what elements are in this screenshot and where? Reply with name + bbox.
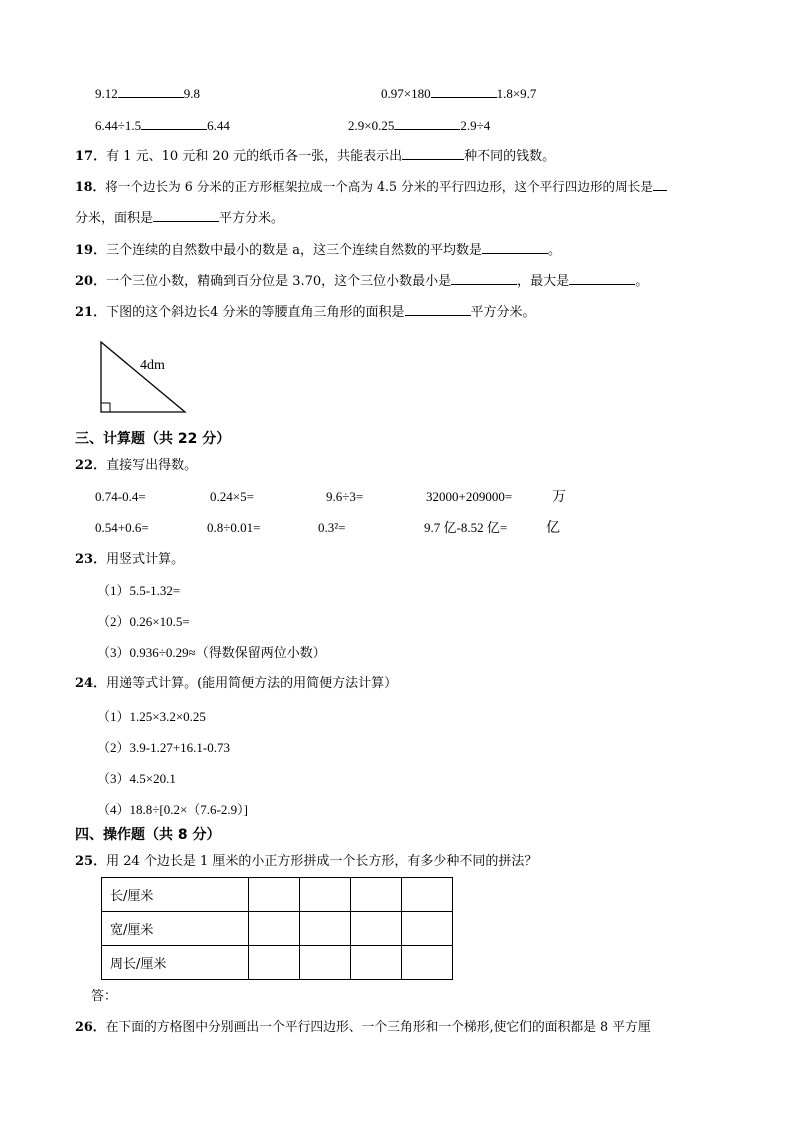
answer-blank[interactable]: [394, 117, 460, 130]
sub-item: （1）1.25×3.2×0.25: [97, 709, 206, 724]
triangle-shape: [101, 342, 185, 412]
question-17: [75, 147, 555, 163]
row-label: 周长/厘米: [102, 946, 249, 980]
sub-item: （3）0.936÷0.29≈（得数保留两位小数）: [97, 645, 326, 660]
question-text: 平方分米。: [470, 305, 536, 320]
table-cell[interactable]: [402, 912, 453, 946]
compare-left-value: 0.97×180: [381, 86, 431, 101]
question-text: 种不同的钱数。: [464, 149, 556, 164]
answer-table: [101, 877, 453, 980]
question-number: 21．: [75, 305, 107, 320]
question-text: 分米，面积是: [75, 211, 154, 226]
question-number: 18．: [75, 179, 106, 194]
row-label: 长/厘米: [102, 878, 249, 912]
table-cell[interactable]: [351, 912, 402, 946]
question-22: [75, 459, 197, 472]
question-number: 23．: [75, 552, 107, 567]
calc-item: 9.6÷3=: [326, 489, 364, 504]
question-text: 。: [547, 243, 561, 258]
compare-row1-right: [381, 85, 536, 100]
question-25: [75, 855, 537, 868]
sub-item: （2）3.9-1.27+16.1-0.73: [97, 740, 230, 755]
answer-blank[interactable]: [118, 85, 184, 98]
question-text: 。: [635, 274, 649, 289]
sub-item: （2）0.26×10.5=: [97, 614, 190, 629]
table-cell[interactable]: [402, 946, 453, 980]
question-text: 在下面的方格图中分别画出一个平行四边形、一个三角形和一个梯形,使它们的面积都是 8 平方厘: [105, 1020, 651, 1035]
table-cell[interactable]: [300, 912, 351, 946]
compare-left-value: 9.12: [95, 86, 118, 101]
question-text: 将一个边长为 6 分米的正方形框架拉成一个高为 4.5 分米的平行四边形，这个平行四边形的周长是: [105, 179, 653, 194]
compare-row2-left: [95, 117, 230, 132]
table-cell[interactable]: [249, 946, 300, 980]
row-label: 宽/厘米: [102, 912, 249, 946]
question-number: 17．: [75, 149, 107, 164]
question-number: 19．: [75, 243, 107, 258]
answer-blank[interactable]: [402, 147, 464, 160]
answer-blank[interactable]: [451, 272, 517, 285]
question-19: [75, 241, 561, 257]
question-text: 平方分米。: [219, 211, 285, 226]
question-26: [75, 1022, 651, 1035]
compare-right-value: 2.9÷4: [460, 118, 491, 133]
compare-row1-left: [95, 85, 200, 100]
section-3-title: 三、计算题（共 22 分）: [75, 431, 231, 447]
calc-item: 9.7 亿-8.52 亿=: [424, 520, 508, 535]
compare-left-value: 2.9×0.25: [348, 118, 395, 133]
unit-label: 万: [552, 489, 566, 505]
question-number: 20．: [75, 274, 107, 289]
right-triangle-figure: [96, 338, 192, 418]
sub-item: （1）5.5-1.32=: [97, 583, 181, 598]
question-number: 22．: [75, 458, 107, 473]
calc-item: 32000+209000=: [426, 489, 513, 504]
table-cell[interactable]: [402, 878, 453, 912]
sub-item: （3）4.5×20.1: [97, 771, 176, 786]
unit-label: 亿: [546, 520, 560, 536]
table-row: [102, 946, 453, 980]
question-text: ，最大是: [517, 274, 570, 289]
question-text: 直接写出得数。: [106, 458, 198, 473]
answer-blank[interactable]: [431, 85, 497, 98]
section-4-title: 四、操作题（共 8 分）: [75, 827, 221, 843]
question-18-line2: [75, 209, 284, 225]
question-number: 26．: [75, 1020, 106, 1035]
question-text: 有 1 元、10 元和 20 元的纸币各一张，共能表示出: [106, 149, 403, 164]
compare-right-value: 9.8: [183, 86, 200, 101]
question-text: 三个连续的自然数中最小的数是 a，这三个连续自然数的平均数是: [106, 243, 482, 258]
sub-item: （4）18.8÷[0.2×（7.6-2.9）]: [97, 802, 248, 817]
table-row: [102, 878, 453, 912]
calc-item: 0.24×5=: [210, 489, 254, 504]
answer-blank[interactable]: [569, 272, 635, 285]
right-angle-mark: [101, 403, 110, 412]
question-text: 用 24 个边长是 1 厘米的小正方形拼成一个长方形，有多少种不同的拼法？: [106, 854, 538, 869]
question-text: 下图的这个斜边长4 分米的等腰直角三角形的面积是: [106, 305, 405, 320]
question-number: 25．: [75, 854, 107, 869]
table-cell[interactable]: [249, 878, 300, 912]
question-24: [75, 677, 397, 690]
table-cell[interactable]: [249, 912, 300, 946]
compare-right-value: 1.8×9.7: [496, 86, 537, 101]
question-text: 一个三位小数，精确到百分位是 3.70，这个三位小数最小是: [106, 274, 452, 289]
question-20: [75, 272, 648, 288]
answer-blank[interactable]: [482, 241, 548, 254]
calc-item: 0.74-0.4=: [95, 489, 146, 504]
compare-row2-right: [348, 117, 490, 132]
table-cell[interactable]: [351, 878, 402, 912]
answer-label: 答：: [91, 989, 118, 1004]
answer-blank[interactable]: [653, 178, 667, 191]
calc-item: 0.3²=: [318, 520, 346, 535]
table-cell[interactable]: [300, 946, 351, 980]
hypotenuse-label: 4dm: [140, 358, 165, 373]
question-number: 24．: [75, 676, 107, 691]
question-18: [75, 178, 667, 194]
compare-left-value: 6.44÷1.5: [95, 118, 142, 133]
question-text: 用竖式计算。: [106, 552, 185, 567]
calc-item: 0.54+0.6=: [95, 520, 149, 535]
answer-blank[interactable]: [141, 117, 207, 130]
table-cell[interactable]: [300, 878, 351, 912]
compare-right-value: 6.44: [207, 118, 230, 133]
question-text: 用递等式计算。(能用简便方法的用简便方法计算）: [106, 676, 398, 691]
calc-item: 0.8÷0.01=: [207, 520, 261, 535]
answer-blank[interactable]: [405, 303, 471, 316]
table-cell[interactable]: [351, 946, 402, 980]
answer-blank[interactable]: [153, 209, 219, 222]
question-21: [75, 303, 536, 319]
question-23: [75, 553, 184, 566]
table-row: [102, 912, 453, 946]
